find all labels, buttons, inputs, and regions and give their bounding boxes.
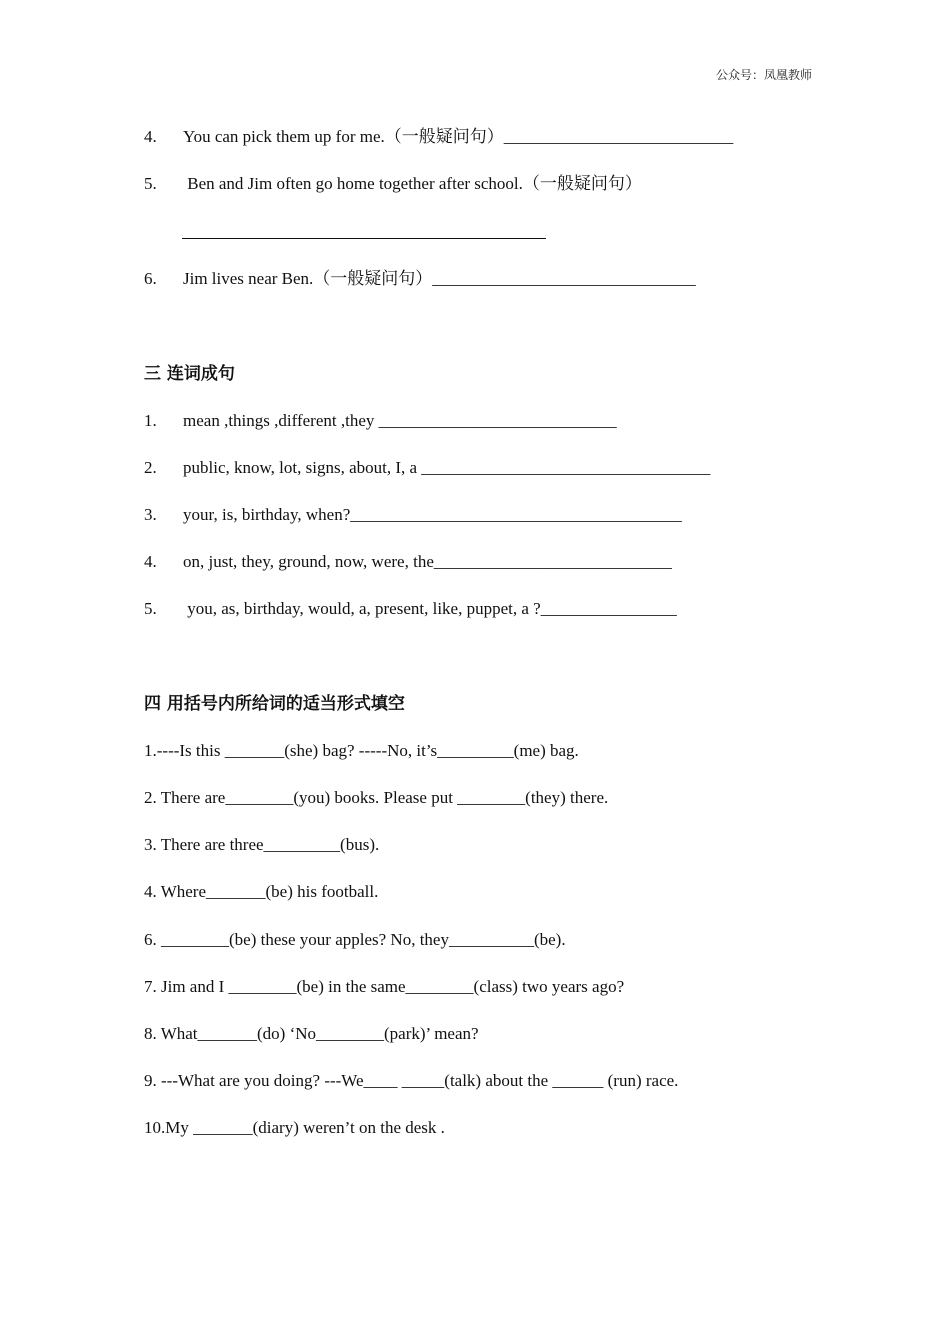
question-line: 7. Jim and I ________(be) in the same________(class) two years ago?	[144, 977, 625, 996]
question-number: 5.	[144, 174, 157, 193]
question-number: 3.	[144, 505, 157, 524]
answer-blank-line	[182, 238, 546, 239]
section-title: 四 用括号内所给词的适当形式填空	[144, 694, 405, 714]
question-line: 10.My _______(diary) weren’t on the desk .	[144, 1118, 445, 1137]
question-line	[144, 551, 672, 573]
question-number: 4.	[144, 552, 157, 571]
question-line	[144, 598, 677, 620]
question-line	[144, 410, 617, 432]
section-title: 三 连词成句	[144, 364, 235, 384]
question-text: mean ,things ,different ,they ____________________________	[183, 411, 617, 430]
question-number: 6.	[144, 269, 157, 288]
question-line	[144, 457, 710, 479]
question-line: 2. There are________(you) books. Please put ________(they) there.	[144, 788, 609, 807]
question-text: You can pick them up for me.（一般疑问句）___________________________	[183, 127, 734, 146]
question-line: 3. There are three_________(bus).	[144, 835, 380, 854]
question-line	[144, 173, 642, 195]
question-line: 9. ---What are you doing? ---We____ _____(talk) about the ______ (run) race.	[144, 1071, 679, 1090]
question-text: you, as, birthday, would, a, present, like, puppet, a ?________________	[183, 599, 677, 618]
question-text: Ben and Jim often go home together after school.（一般疑问句）	[183, 174, 642, 193]
question-number: 5.	[144, 599, 157, 618]
question-line	[144, 268, 696, 290]
question-text: public, know, lot, signs, about, I, a __________________________________	[183, 458, 711, 477]
question-line: 6. ________(be) these your apples? No, they__________(be).	[144, 930, 566, 949]
question-line: 1.----Is this _______(she) bag? -----No, it’s_________(me) bag.	[144, 741, 579, 760]
question-line	[144, 504, 682, 526]
question-line: 8. What_______(do) ‘No________(park)’ mean?	[144, 1024, 479, 1043]
question-line: 4. Where_______(be) his football.	[144, 882, 379, 901]
question-line	[144, 126, 733, 148]
question-text: on, just, they, ground, now, were, the____________________________	[183, 552, 672, 571]
question-number: 1.	[144, 411, 157, 430]
question-text: Jim lives near Ben.（一般疑问句）_______________________________	[183, 269, 696, 288]
question-number: 4.	[144, 127, 157, 146]
question-text: your, is, birthday, when?_______________________________________	[183, 505, 682, 524]
page-header: 公众号：凤凰教师	[715, 68, 812, 82]
question-number: 2.	[144, 458, 157, 477]
